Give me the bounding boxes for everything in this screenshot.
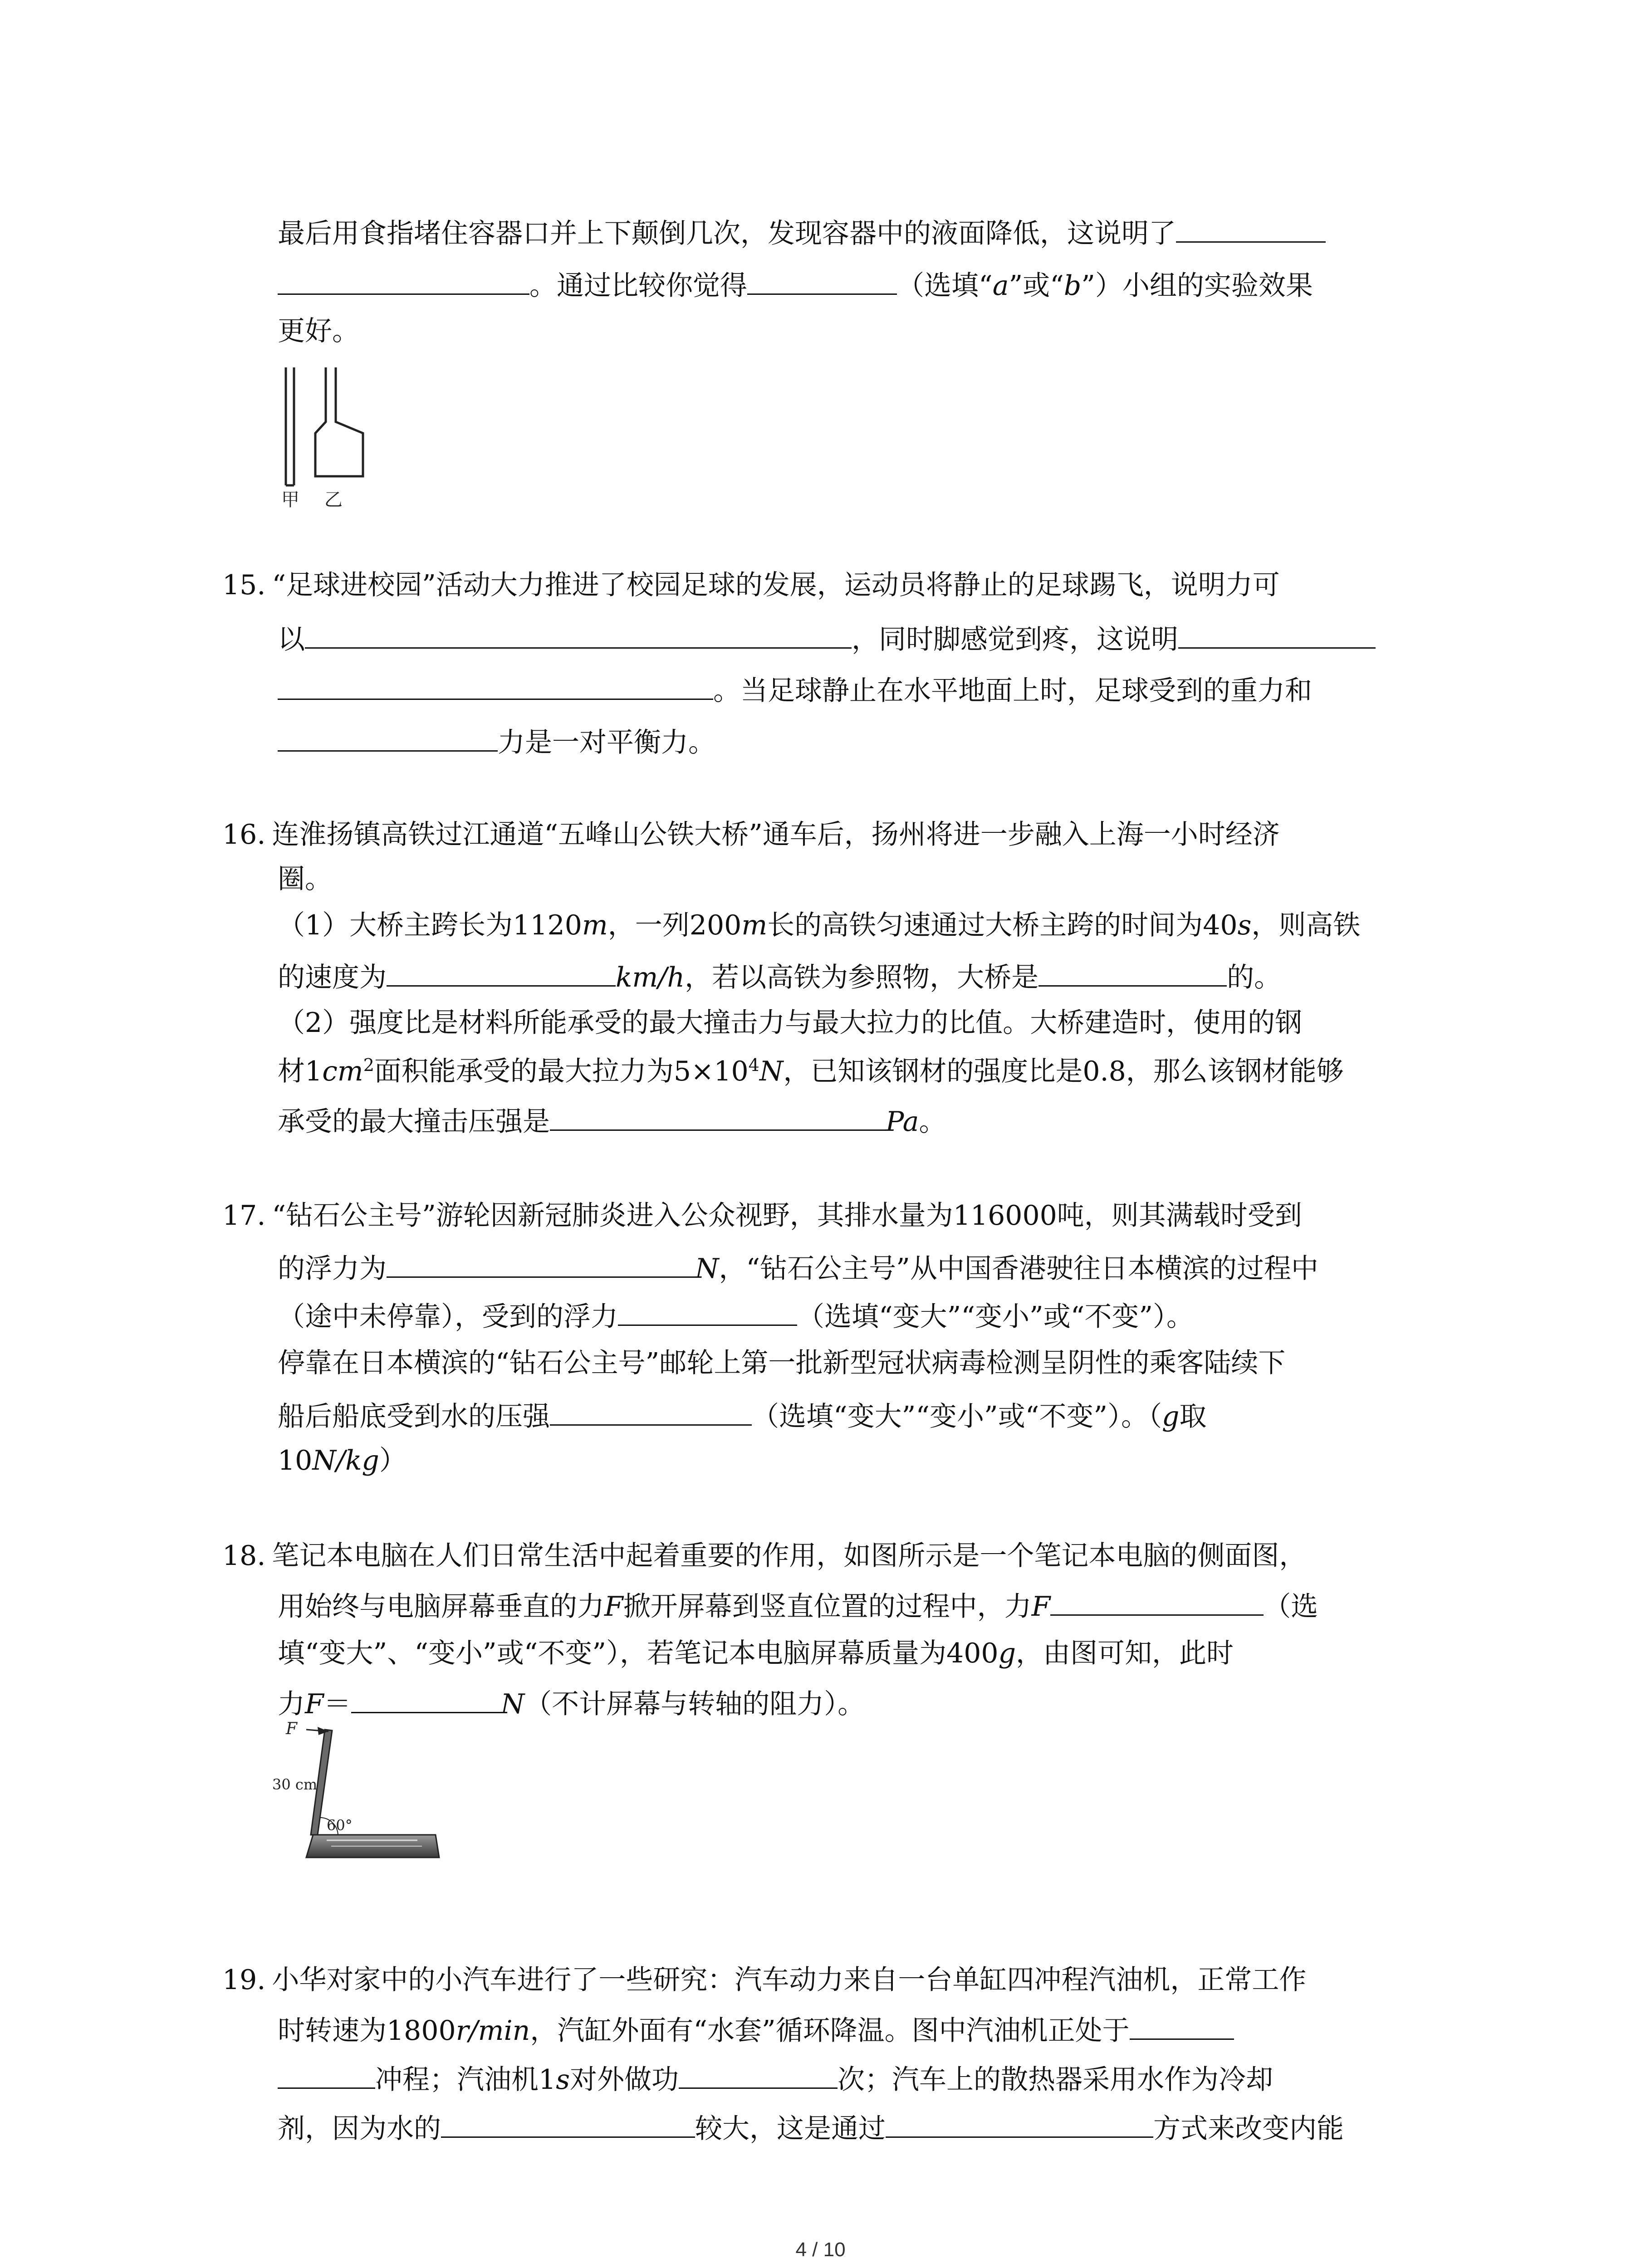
fig-label-F: F	[286, 1721, 297, 1738]
answer-blank[interactable]	[618, 1296, 797, 1326]
answer-blank[interactable]	[550, 1396, 752, 1426]
q17-line5: 船后船底受到水的压强 （选填“变大”“变小”或“不变”）。（g取	[278, 1396, 1206, 1435]
q15-line1: 15. “足球进校园”活动大力推进了校园足球的发展，运动员将静止的足球踢飞，说明力可	[222, 569, 1280, 601]
answer-blank[interactable]	[278, 670, 713, 700]
q14-line3: 更好。	[278, 315, 359, 347]
answer-blank[interactable]	[441, 2108, 695, 2138]
answer-blank[interactable]	[387, 957, 616, 987]
q17-line1: 17. “钻石公主号”游轮因新冠肺炎进入公众视野，其排水量为116000吨，则其满载时受到	[222, 1200, 1302, 1232]
q19-line2: 时转速为1800r/min，汽缸外面有“水套”循环降温。图中汽油机正处于	[278, 2010, 1234, 2049]
q18-line4: 力F＝ N（不计屏幕与转轴的阻力）。	[278, 1684, 865, 1722]
q14-line1: 最后用食指堵住容器口并上下颠倒几次，发现容器中的液面降低，这说明了	[278, 213, 1326, 252]
q18-line1: 18. 笔记本电脑在人们日常生活中起着重要的作用，如图所示是一个笔记本电脑的侧面图，	[222, 1540, 1307, 1572]
answer-blank[interactable]	[550, 1101, 886, 1131]
answer-blank[interactable]	[679, 2059, 838, 2089]
answer-blank[interactable]	[886, 2108, 1153, 2138]
q17-line3: （途中未停靠），受到的浮力 （选填“变大”“变小”或“不变”）。	[278, 1296, 1194, 1335]
fig-label-length: 30 cm	[272, 1776, 318, 1793]
fig-label-angle: 60°	[327, 1817, 353, 1834]
fig-label-jia: 甲	[281, 489, 299, 510]
fig-label-yi: 乙	[324, 489, 343, 510]
q16-part1-line2: 的速度为 km/h，若以高铁为参照物，大桥是 的。	[278, 957, 1281, 996]
answer-blank[interactable]	[1176, 213, 1326, 243]
answer-blank[interactable]	[278, 265, 529, 295]
q16-part2-line1: （2）强度比是材料所能承受的最大撞击力与最大拉力的比值。大桥建造时，使用的钢	[278, 1007, 1303, 1039]
q17-line4: 停靠在日本横滨的“钻石公主号”邮轮上第一批新型冠状病毒检测呈阴性的乘客陆续下	[278, 1347, 1286, 1379]
answer-blank[interactable]	[351, 1684, 501, 1713]
q14-line2: 。通过比较你觉得 （选填“a”或“b”）小组的实验效果	[278, 265, 1313, 304]
q19-line4: 剂，因为水的 较大，这是通过 方式来改变内能	[278, 2108, 1344, 2147]
q16-part2-line2: 材$1cm^2$面积能承受的最大拉力为$5\times 10^4N$，已知该钢材的强度比是0.8，那么该钢材能够	[278, 1055, 1344, 1087]
laptop-figure	[272, 1721, 445, 1880]
q17-line6: 10N/kg）	[278, 1445, 407, 1476]
answer-blank[interactable]	[278, 722, 498, 752]
answer-blank[interactable]	[1038, 957, 1227, 987]
q19-line1: 19. 小华对家中的小汽车进行了一些研究：汽车动力来自一台单缸四冲程汽油机，正常工作	[222, 1964, 1307, 1996]
q18-line2: 用始终与电脑屏幕垂直的力F掀开屏幕到竖直位置的过程中，力F （选	[278, 1586, 1318, 1625]
answer-blank[interactable]	[1130, 2010, 1234, 2040]
tube-yi	[315, 367, 363, 476]
q16-part1-line1: （1）大桥主跨长为1120m，一列200m长的高铁匀速通过大桥主跨的时间为40s，则高铁	[278, 909, 1361, 941]
q15-line3: 。当足球静止在水平地面上时，足球受到的重力和	[278, 670, 1312, 709]
q16-line1: 16. 连淮扬镇高铁过江通道“五峰山公铁大桥”通车后，扬州将进一步融入上海一小时经济	[222, 819, 1280, 850]
answer-blank[interactable]	[278, 2059, 375, 2089]
q17-line2: 的浮力为 N，“钻石公主号”从中国香港驶往日本横滨的过程中	[278, 1248, 1318, 1287]
answer-blank[interactable]	[1050, 1586, 1264, 1616]
q15-line4: 力是一对平衡力。	[278, 722, 715, 761]
answer-blank[interactable]	[747, 265, 897, 295]
answer-blank[interactable]	[387, 1248, 695, 1278]
q18-line3: 填“变大”、“变小”或“不变”），若笔记本电脑屏幕质量为400g，由图可知，此时	[278, 1637, 1234, 1669]
q16-line2: 圈。	[278, 863, 332, 895]
answer-blank[interactable]	[305, 619, 852, 649]
q16-part2-line3: 承受的最大撞击压强是 Pa。	[278, 1101, 946, 1140]
q19-line3: 冲程；汽油机1s对外做功 次；汽车上的散热器采用水作为冷却	[278, 2059, 1273, 2098]
answer-blank[interactable]	[1178, 619, 1376, 649]
q15-line2: 以 ，同时脚感觉到疼，这说明	[278, 619, 1376, 658]
page-number: 4 / 10	[795, 2239, 846, 2261]
test-tube-figure	[272, 358, 426, 513]
